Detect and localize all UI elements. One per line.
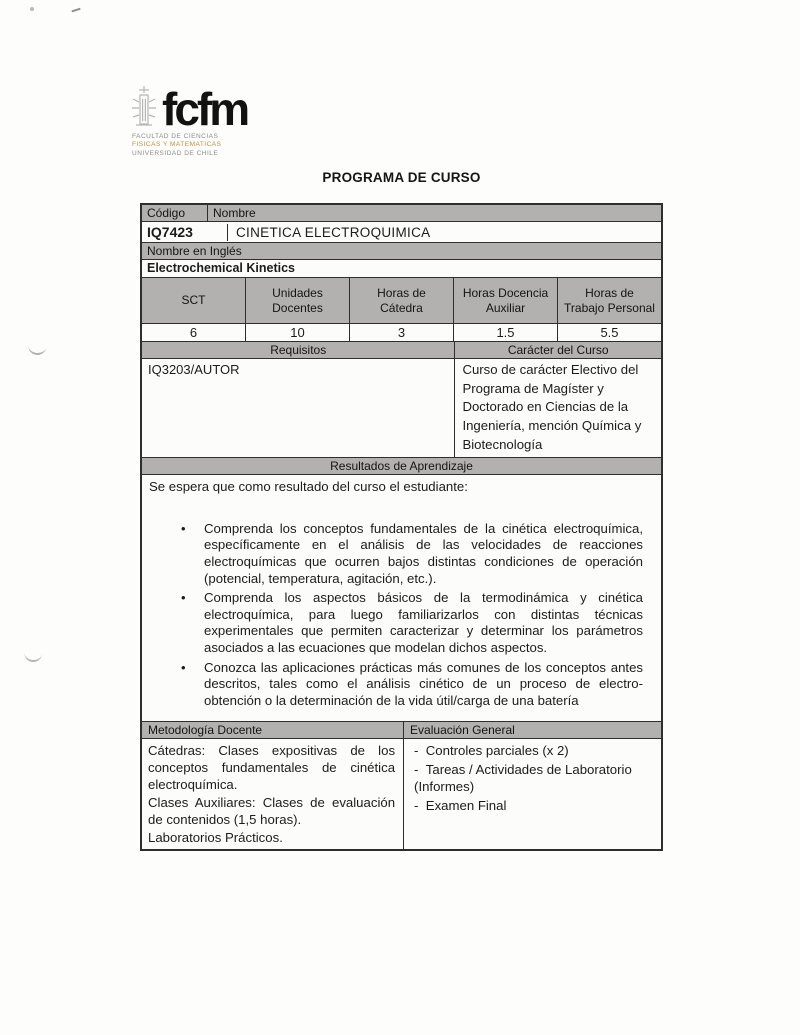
logo-subtext-line: UNIVERSIDAD DE CHILE xyxy=(132,149,219,157)
metodologia-header-cell: Metodología Docente xyxy=(142,722,403,738)
metodologia-line: Clases Auxiliares: Clases de evaluación de contenidos (1,5 horas). xyxy=(148,794,396,828)
caracter-value: Curso de carácter Electivo del Programa de Magíster y Doctorado en Ciencias de la Ingeniería, mención Química y Biotecnología xyxy=(454,359,661,457)
nombre-ingles-value-row xyxy=(142,260,661,278)
resultados-content-cell xyxy=(142,475,661,721)
logo-wordmark: fcfm xyxy=(162,82,248,135)
resultados-bullet: • Conozca las aplicaciones prácticas más comunes de los conceptos antes descritos, tales como el análisis cinético de un proceso de electro-obtención o la determinación de la vida útil/carga de una batería xyxy=(195,660,643,710)
metodologia-line: Cátedras: Clases expositivas de los conceptos fundamentales de cinética electroquímica. xyxy=(148,742,396,793)
hours-value-horas-trabajo-personal: 5.5 xyxy=(557,324,661,341)
hours-header-horas-catedra: Horas de Cátedra xyxy=(349,278,453,323)
fcfm-logo xyxy=(128,84,247,158)
hours-header-horas-docencia-auxiliar: Horas Docencia Auxiliar xyxy=(453,278,557,323)
hours-value-horas-catedra: 3 xyxy=(349,324,453,341)
hours-header-sct: SCT xyxy=(142,278,245,323)
evaluacion-content-cell xyxy=(403,739,661,850)
hours-value-sct: 6 xyxy=(189,325,198,340)
university-tower-icon xyxy=(128,84,160,130)
resultados-bullet: • Comprenda los conceptos fundamentales de la cinética electroquímica, específicamente en el análisis de las velocidades de reacciones electroquímicas que ocurren bajos distintas condiciones de operación (potencial, temperatura, agitación, etc.). xyxy=(195,521,643,588)
resultados-bullet: • Comprenda los aspectos básicos de la termodinámica y cinética electroquímica, para luego familiarizarlos con distintas técnicas experimentales que permiten caracterizar y determinar los parámetros asociados a las ecuaciones que modelan dichos aspectos. xyxy=(195,590,643,657)
evaluacion-item: - Controles parciales (x 2) xyxy=(414,742,655,759)
metodologia-evaluacion-header-row xyxy=(142,722,661,739)
logo-subtext-line: FACULTAD DE CIENCIAS xyxy=(132,133,219,140)
metodologia-content-cell xyxy=(142,739,403,850)
nombre-ingles-header-row xyxy=(142,243,661,260)
evaluacion-header-cell: Evaluación General xyxy=(403,722,661,738)
hours-value-unidades-docentes: 10 xyxy=(245,324,349,341)
hours-header-horas-trabajo-personal: Horas de Trabajo Personal xyxy=(557,278,661,323)
requisitos-header-cell: Requisitos xyxy=(142,342,454,358)
document-title: PROGRAMA DE CURSO xyxy=(322,170,481,185)
resultados-header-cell: Resultados de Aprendizaje xyxy=(142,458,661,474)
resultados-bullet-list xyxy=(195,521,643,710)
evaluacion-item: - Examen Final xyxy=(414,797,655,814)
nombre-ingles-header-cell: Nombre en Inglés xyxy=(142,243,661,259)
resultados-content-row xyxy=(142,475,661,722)
caracter-header-cell: Carácter del Curso xyxy=(454,342,661,358)
requisitos-caracter-header-row xyxy=(142,342,661,359)
nombre-header-cell: Nombre xyxy=(207,205,661,221)
requisitos-value: IQ3203/AUTOR xyxy=(148,362,240,377)
codigo-header-cell: Código xyxy=(142,205,207,221)
nombre-value: CINETICA ELECTROQUIMICA xyxy=(227,224,661,241)
course-table xyxy=(140,203,663,851)
codigo-nombre-value-row xyxy=(142,222,661,243)
scan-artifact xyxy=(24,651,43,662)
metodologia-evaluacion-content-row xyxy=(142,739,661,850)
evaluacion-item: - Tareas / Actividades de Laboratorio (Informes) xyxy=(414,761,655,795)
metodologia-line: Laboratorios Prácticos. xyxy=(148,829,283,845)
hours-value-row xyxy=(142,324,661,342)
nombre-ingles-value: Electrochemical Kinetics xyxy=(147,261,295,275)
scan-artifact xyxy=(71,8,81,16)
scan-artifact xyxy=(30,7,34,11)
logo-subtext-line: FISICAS Y MATEMATICAS xyxy=(132,141,222,149)
codigo-nombre-header-row xyxy=(142,205,661,222)
resultados-intro: Se espera que como resultado del curso el estudiante: xyxy=(149,478,468,494)
requisitos-caracter-value-row xyxy=(142,359,661,458)
codigo-value: IQ7423 xyxy=(147,224,193,240)
hours-header-unidades-docentes: Unidades Docentes xyxy=(245,278,349,323)
scan-artifact xyxy=(27,343,46,356)
hours-value-horas-docencia-auxiliar: 1.5 xyxy=(453,324,557,341)
resultados-header-row xyxy=(142,458,661,475)
hours-header-row xyxy=(142,278,661,324)
logo-subtext xyxy=(132,133,247,158)
